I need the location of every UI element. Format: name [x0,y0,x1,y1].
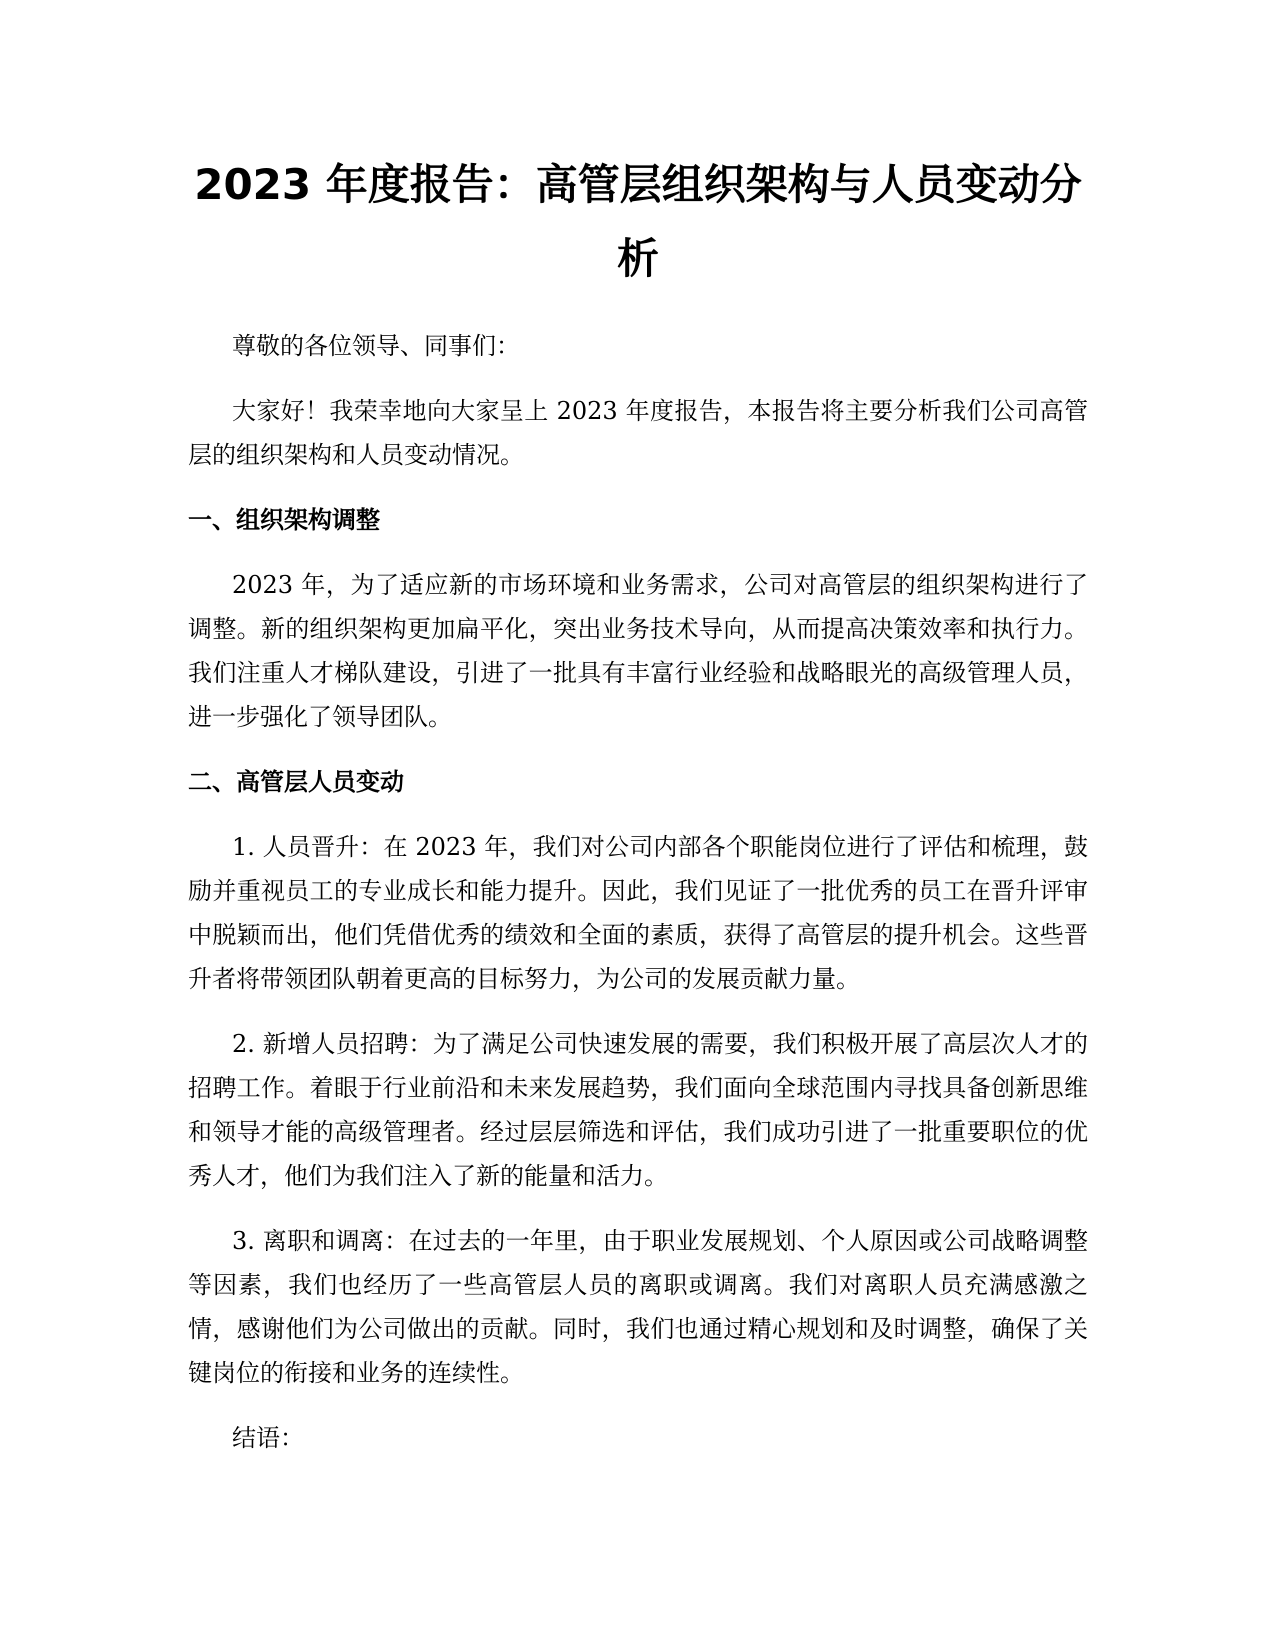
greeting-paragraph: 尊敬的各位领导、同事们： [232,332,520,360]
document-body [188,148,1088,1481]
departure-paragraph: 3. 离职和调离：在过去的一年里，由于职业发展规划、个人原因或公司战略调整等因素，我们也经历了一些高管层人员的离职或调离。我们对离职人员充满感激之情，感谢他们为公司做出的贡献。同时，我们也通过精心规划和及时调整，确保了关键岗位的衔接和业务的连续性。 [188,1227,1088,1387]
recruitment-paragraph: 2. 新增人员招聘：为了满足公司快速发展的需要，我们积极开展了高层次人才的招聘工作。着眼于行业前沿和未来发展趋势，我们面向全球范围内寻找具备创新思维和领导才能的高级管理者。经过层层筛选和评估，我们成功引进了一批重要职位的优秀人才，他们为我们注入了新的能量和活力。 [188,1030,1088,1190]
document-title: 2023 年度报告：高管层组织架构与人员变动分析 [194,160,1082,283]
section-heading-personnel-changes: 二、高管层人员变动 [188,768,404,796]
closing-paragraph: 结语： [232,1424,304,1452]
section-heading-org-structure: 一、组织架构调整 [188,506,380,534]
org-structure-paragraph: 2023 年，为了适应新的市场环境和业务需求，公司对高管层的组织架构进行了调整。新的组织架构更加扁平化，突出业务技术导向，从而提高决策效率和执行力。我们注重人才梯队建设，引进了一批具有丰富行业经验和战略眼光的高级管理人员，进一步强化了领导团队。 [188,571,1088,731]
intro-paragraph: 大家好！我荣幸地向大家呈上 2023 年度报告，本报告将主要分析我们公司高管层的组织架构和人员变动情况。 [188,397,1088,469]
promotion-paragraph: 1. 人员晋升：在 2023 年，我们对公司内部各个职能岗位进行了评估和梳理，鼓励并重视员工的专业成长和能力提升。因此，我们见证了一批优秀的员工在晋升评审中脱颖而出，他们凭借优秀的绩效和全面的素质，获得了高管层的提升机会。这些晋升者将带领团队朝着更高的目标努力，为公司的发展贡献力量。 [188,833,1088,993]
